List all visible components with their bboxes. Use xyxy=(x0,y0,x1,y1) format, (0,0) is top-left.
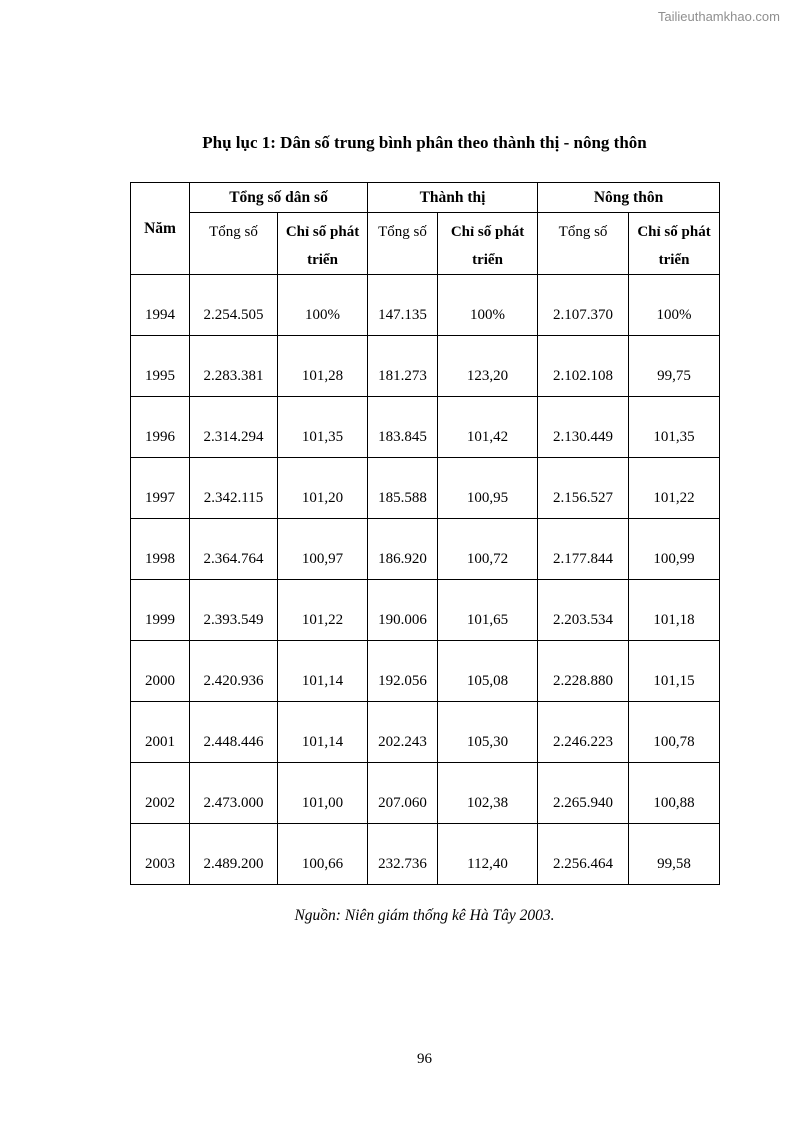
page-content xyxy=(130,0,719,925)
year-cell: 2000 xyxy=(131,641,190,702)
value-cell: 2.265.940 xyxy=(538,763,629,824)
value-cell: 2.283.381 xyxy=(190,336,278,397)
table-header-group-row xyxy=(131,183,720,213)
value-cell: 207.060 xyxy=(368,763,438,824)
value-cell: 2.256.464 xyxy=(538,824,629,885)
value-cell: 2.102.108 xyxy=(538,336,629,397)
value-cell: 101,35 xyxy=(629,397,720,458)
table-row xyxy=(131,702,720,763)
value-cell: 181.273 xyxy=(368,336,438,397)
group-header-total-population: Tổng số dân số xyxy=(190,183,368,213)
table-row xyxy=(131,275,720,336)
value-cell: 105,08 xyxy=(438,641,538,702)
watermark-text: Tailieuthamkhao.com xyxy=(657,9,780,24)
value-cell: 100,78 xyxy=(629,702,720,763)
value-cell: 100,88 xyxy=(629,763,720,824)
value-cell: 186.920 xyxy=(368,519,438,580)
year-cell: 1994 xyxy=(131,275,190,336)
value-cell: 101,28 xyxy=(278,336,368,397)
group-header-rural: Nông thôn xyxy=(538,183,720,213)
group-header-urban: Thành thị xyxy=(368,183,538,213)
table-row xyxy=(131,397,720,458)
value-cell: 100,66 xyxy=(278,824,368,885)
value-cell: 112,40 xyxy=(438,824,538,885)
subheader-total-population-index: Chỉ số phát triển xyxy=(278,213,368,275)
value-cell: 2.228.880 xyxy=(538,641,629,702)
table-row xyxy=(131,458,720,519)
table-row xyxy=(131,519,720,580)
value-cell: 123,20 xyxy=(438,336,538,397)
table-row xyxy=(131,763,720,824)
table-header xyxy=(131,183,720,275)
table-row xyxy=(131,336,720,397)
value-cell: 2.314.294 xyxy=(190,397,278,458)
value-cell: 101,14 xyxy=(278,641,368,702)
value-cell: 2.107.370 xyxy=(538,275,629,336)
value-cell: 190.006 xyxy=(368,580,438,641)
value-cell: 2.254.505 xyxy=(190,275,278,336)
table-header-sub-row xyxy=(131,213,720,275)
year-cell: 1998 xyxy=(131,519,190,580)
value-cell: 101,42 xyxy=(438,397,538,458)
value-cell: 2.393.549 xyxy=(190,580,278,641)
value-cell: 2.473.000 xyxy=(190,763,278,824)
appendix-title: Phụ lục 1: Dân số trung bình phân theo thành thị - nông thôn xyxy=(202,133,647,152)
table-row xyxy=(131,824,720,885)
year-column-header: Năm xyxy=(131,183,190,275)
value-cell: 100,99 xyxy=(629,519,720,580)
subheader-urban-index: Chỉ số phát triển xyxy=(438,213,538,275)
value-cell: 101,18 xyxy=(629,580,720,641)
value-cell: 101,35 xyxy=(278,397,368,458)
value-cell: 192.056 xyxy=(368,641,438,702)
subheader-rural-total: Tổng số xyxy=(538,213,629,275)
value-cell: 2.246.223 xyxy=(538,702,629,763)
year-cell: 1997 xyxy=(131,458,190,519)
value-cell: 100,95 xyxy=(438,458,538,519)
value-cell: 101,22 xyxy=(629,458,720,519)
table-body xyxy=(131,275,720,885)
table-row xyxy=(131,641,720,702)
year-cell: 2003 xyxy=(131,824,190,885)
subheader-urban-total: Tổng số xyxy=(368,213,438,275)
value-cell: 101,14 xyxy=(278,702,368,763)
value-cell: 2.489.200 xyxy=(190,824,278,885)
value-cell: 183.845 xyxy=(368,397,438,458)
value-cell: 2.130.449 xyxy=(538,397,629,458)
value-cell: 100% xyxy=(438,275,538,336)
value-cell: 99,58 xyxy=(629,824,720,885)
value-cell: 232.736 xyxy=(368,824,438,885)
value-cell: 202.243 xyxy=(368,702,438,763)
year-cell: 1995 xyxy=(131,336,190,397)
value-cell: 101,15 xyxy=(629,641,720,702)
value-cell: 101,00 xyxy=(278,763,368,824)
value-cell: 2.364.764 xyxy=(190,519,278,580)
subheader-rural-index: Chỉ số phát triển xyxy=(629,213,720,275)
year-cell: 1999 xyxy=(131,580,190,641)
year-cell: 2002 xyxy=(131,763,190,824)
value-cell: 100% xyxy=(629,275,720,336)
value-cell: 2.342.115 xyxy=(190,458,278,519)
page-number: 96 xyxy=(417,1051,432,1067)
value-cell: 2.177.844 xyxy=(538,519,629,580)
population-table xyxy=(130,182,720,885)
value-cell: 2.448.446 xyxy=(190,702,278,763)
value-cell: 2.156.527 xyxy=(538,458,629,519)
subheader-total-population-total: Tổng số xyxy=(190,213,278,275)
value-cell: 101,22 xyxy=(278,580,368,641)
value-cell: 99,75 xyxy=(629,336,720,397)
year-cell: 1996 xyxy=(131,397,190,458)
source-note: Nguồn: Niên giám thống kê Hà Tây 2003. xyxy=(294,907,555,924)
table-row xyxy=(131,580,720,641)
value-cell: 105,30 xyxy=(438,702,538,763)
value-cell: 102,38 xyxy=(438,763,538,824)
value-cell: 100,72 xyxy=(438,519,538,580)
value-cell: 101,65 xyxy=(438,580,538,641)
value-cell: 2.203.534 xyxy=(538,580,629,641)
value-cell: 147.135 xyxy=(368,275,438,336)
value-cell: 101,20 xyxy=(278,458,368,519)
value-cell: 100% xyxy=(278,275,368,336)
value-cell: 2.420.936 xyxy=(190,641,278,702)
value-cell: 100,97 xyxy=(278,519,368,580)
value-cell: 185.588 xyxy=(368,458,438,519)
year-cell: 2001 xyxy=(131,702,190,763)
